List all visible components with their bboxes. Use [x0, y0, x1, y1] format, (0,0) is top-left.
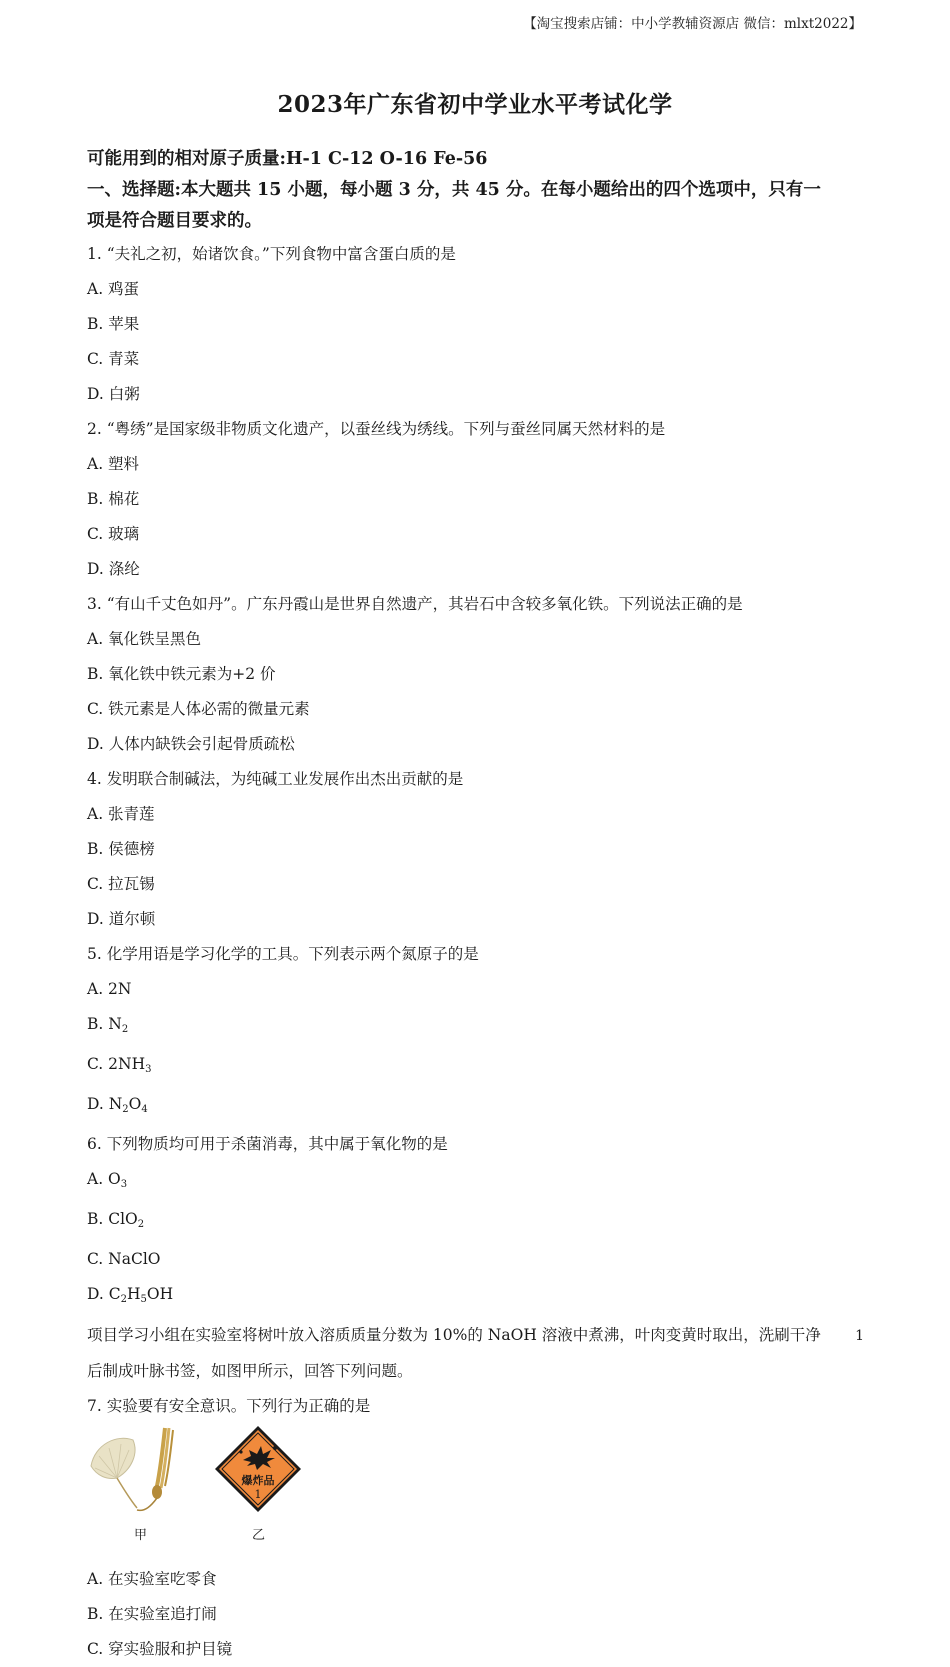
option-a: A. 塑料 — [87, 455, 140, 473]
exam-title: 2023年广东省初中学业水平考试化学 — [277, 91, 673, 118]
option-a: A. 鸡蛋 — [87, 280, 140, 298]
option-c: C. 青菜 — [87, 350, 140, 368]
option-c: C. 拉瓦锡 — [87, 875, 155, 893]
option-b: B. $N_2$ — [87, 1015, 129, 1035]
leaf-bookmark-image — [87, 1426, 182, 1518]
option-b: B. 在实验室追打闹 — [87, 1605, 217, 1623]
question-4-options — [87, 797, 862, 937]
question-6-options — [87, 1162, 862, 1317]
option-d: D. 涤纶 — [87, 560, 140, 578]
option-a: A. 2N — [87, 980, 132, 998]
header-shop-note: 【淘宝搜索店铺：中小学教辅资源店 微信：mlxt2022】 — [523, 16, 862, 32]
explosive-hazard-sign — [213, 1424, 303, 1514]
option-a: A. $O_3$ — [87, 1170, 128, 1190]
section-heading-line1: 一、选择题:本大题共 15 小题，每小题 3 分，共 45 分。在每小题给出的四个选项中，只有一 — [87, 180, 821, 200]
question-4-stem: 4. 发明联合制碱法，为纯碱工业发展作出杰出贡献的是 — [87, 770, 464, 788]
question-7-figures — [87, 1424, 862, 1562]
option-b: B. 氧化铁中铁元素为+2 价 — [87, 665, 276, 683]
option-d: D. $N_2O_4$ — [87, 1095, 148, 1115]
question-3-options — [87, 622, 862, 762]
question-7-stem: 7. 实验要有安全意识。下列行为正确的是 — [87, 1397, 371, 1415]
question-1-options — [87, 272, 862, 412]
option-a: A. 氧化铁呈黑色 — [87, 630, 202, 648]
option-c: C. 玻璃 — [87, 525, 140, 543]
question-1-stem: 1. “夫礼之初，始诸饮食。”下列食物中富含蛋白质的是 — [87, 245, 456, 263]
option-b: B. ClO$_2$ — [87, 1210, 145, 1230]
option-c: C. $2NH_3$ — [87, 1055, 152, 1075]
page-number: 1 — [855, 1328, 864, 1344]
option-b: B. 棉花 — [87, 490, 140, 508]
question-3-stem: 3. “有山千丈色如丹”。广东丹霞山是世界自然遗产，其岩石中含较多氧化铁。下列说法正确的是 — [87, 595, 743, 613]
figure-jia-label: 甲 — [134, 1528, 148, 1543]
option-a: A. 张青莲 — [87, 805, 155, 823]
question-6-stem: 6. 下列物质均可用于杀菌消毒，其中属于氧化物的是 — [87, 1135, 448, 1153]
atomic-masses: 可能用到的相对原子质量:H-1 C-12 O-16 Fe-56 — [87, 149, 488, 169]
option-d: D. 白粥 — [87, 385, 140, 403]
option-c: C. NaClO — [87, 1250, 161, 1268]
context-paragraph-line2: 后制成叶脉书签，如图甲所示，回答下列问题。 — [87, 1362, 413, 1380]
option-b: B. 苹果 — [87, 315, 140, 333]
section-heading-line2: 项是符合题目要求的。 — [87, 211, 262, 231]
option-b: B. 侯德榜 — [87, 840, 155, 858]
question-5-stem: 5. 化学用语是学习化学的工具。下列表示两个氮原子的是 — [87, 945, 479, 963]
exam-content — [87, 144, 862, 1667]
context-paragraph-line1: 项目学习小组在实验室将树叶放入溶质质量分数为 10%的 NaOH 溶液中煮沸，叶肉变黄时取出，洗刷干净 — [87, 1326, 821, 1344]
option-a: A. 在实验室吃零食 — [87, 1570, 217, 1588]
question-2-options — [87, 447, 862, 587]
question-2-stem: 2. “粤绣”是国家级非物质文化遗产，以蚕丝线为绣线。下列与蚕丝同属天然材料的是 — [87, 420, 666, 438]
sign-text: 爆炸品 — [241, 1474, 275, 1487]
option-c: C. 铁元素是人体必需的微量元素 — [87, 700, 310, 718]
option-c: C. 穿实验服和护目镜 — [87, 1640, 233, 1658]
question-5-options — [87, 972, 862, 1127]
option-d: D. 道尔顿 — [87, 910, 156, 928]
option-d: D. $C_2H_5OH$ — [87, 1285, 174, 1305]
sign-number: 1 — [254, 1488, 262, 1501]
figure-yi-label: 乙 — [252, 1528, 266, 1543]
option-d: D. 人体内缺铁会引起骨质疏松 — [87, 735, 295, 753]
